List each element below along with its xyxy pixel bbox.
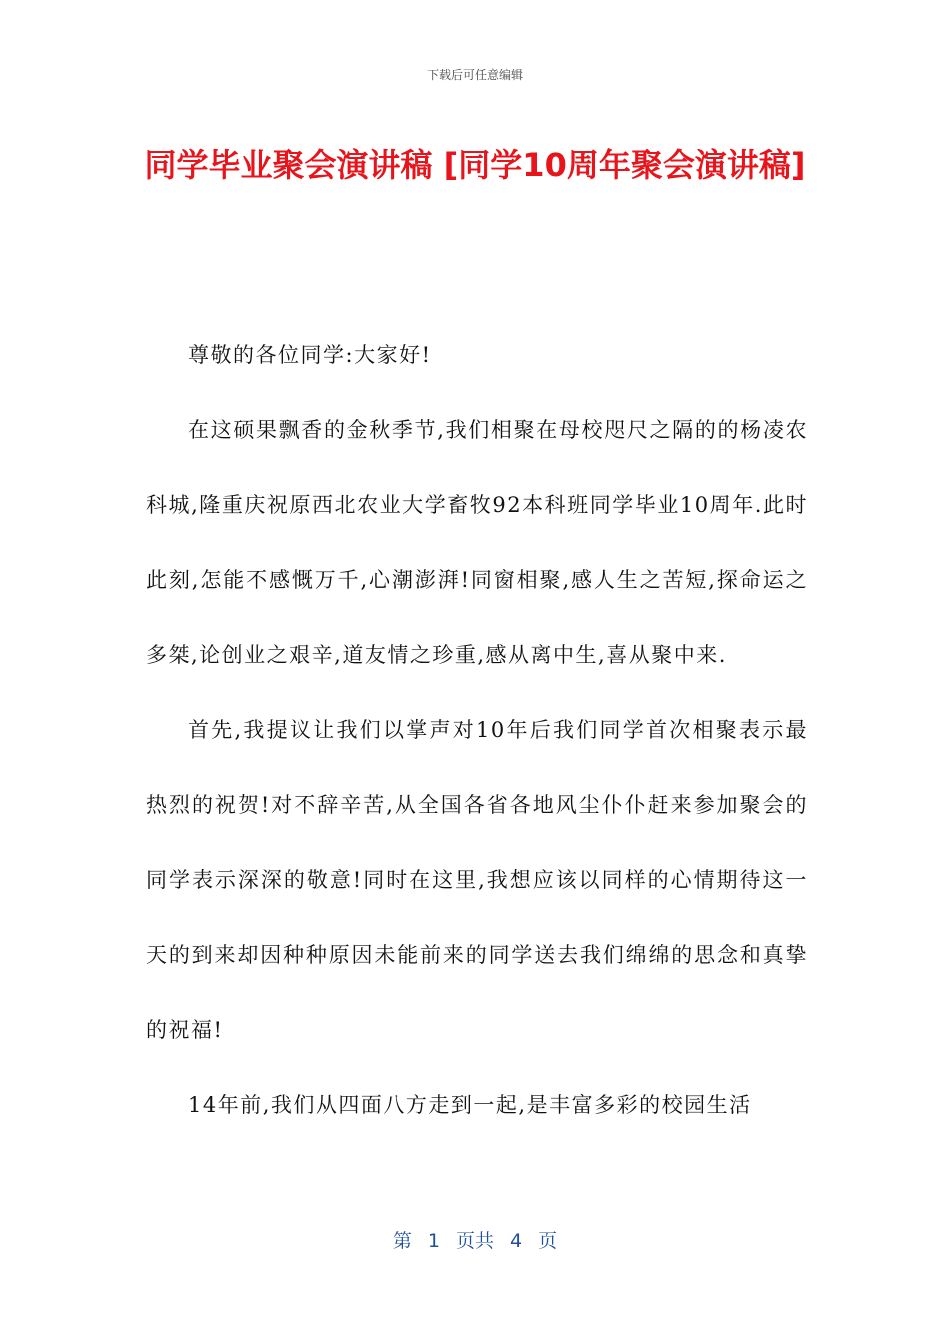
document-body xyxy=(146,318,808,1143)
header-note: 下载后可任意编辑 xyxy=(426,68,523,82)
document-title: 同学毕业聚会演讲稿 [同学10周年聚会演讲稿] xyxy=(144,146,806,184)
footer-total-pages: 4 xyxy=(510,1230,523,1252)
footer-label-end: 页 xyxy=(538,1230,558,1252)
paragraph-congratulations: 首先,我提议让我们以掌声对10年后我们同学首次相聚表示最热烈的祝贺!对不辞辛苦,从全国各省各地风尘仆仆赶来参加聚会的同学表示深深的敬意!同时在这里,我想应该以同样的心情期待这一天的到来却因种种原因未能前来的同学送去我们绵绵的思念和真挚的祝福! xyxy=(146,718,808,1042)
footer-label-total: 页共 xyxy=(455,1230,494,1252)
footer-label-page: 第 xyxy=(392,1230,412,1252)
paragraph-greeting: 尊敬的各位同学:大家好! xyxy=(188,343,432,367)
page-footer xyxy=(0,1226,950,1253)
footer-current-page: 1 xyxy=(427,1230,440,1252)
paragraph-memories: 14年前,我们从四面八方走到一起,是丰富多彩的校园生活 xyxy=(188,1093,752,1117)
paragraph-intro: 在这硕果飘香的金秋季节,我们相聚在母校咫尺之隔的的杨凌农科城,隆重庆祝原西北农业大学畜牧92本科班同学毕业10周年.此时此刻,怎能不感慨万千,心潮澎湃!同窗相聚,感人生之苦短,探命运之多桀,论创业之艰辛,道友情之珍重,感从离中生,喜从聚中来. xyxy=(146,418,808,667)
